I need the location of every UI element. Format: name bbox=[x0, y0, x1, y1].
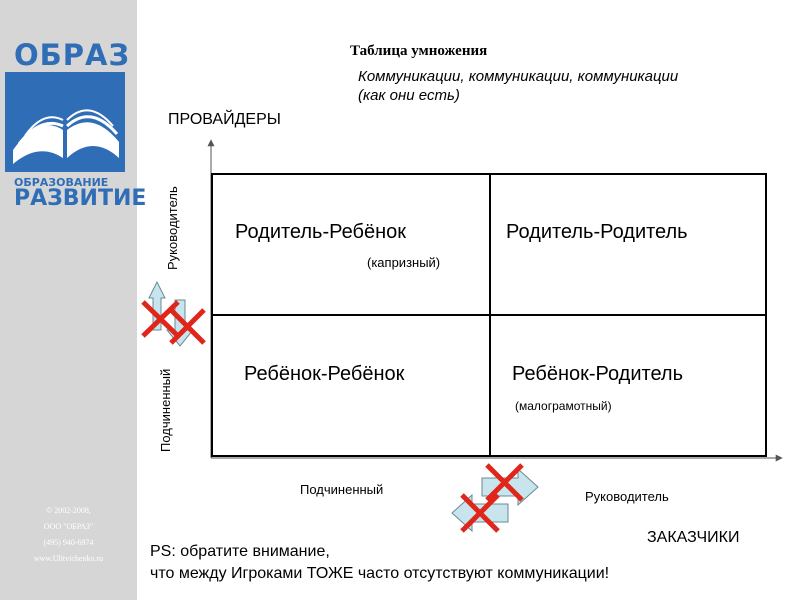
cell-top-left-note: (капризный) bbox=[367, 255, 441, 270]
cell-bottom-right-note: (малограмотный) bbox=[515, 399, 612, 413]
x-axis-label-left: Подчиненный bbox=[300, 482, 384, 497]
subtitle-line-1: Коммуникации, коммуникации, коммуникации bbox=[358, 68, 679, 85]
cell-bottom-right: Ребёнок-Родитель bbox=[512, 363, 683, 385]
logo-subtitle-development: РАЗВИТИЕ bbox=[14, 186, 147, 211]
ps-line-2: что между Игроками ТОЖЕ часто отсутствуют коммуникации! bbox=[150, 565, 610, 582]
quadrant-grid bbox=[211, 173, 767, 457]
ps-note bbox=[150, 541, 609, 585]
footer-copyright: © 2002-2008, bbox=[46, 506, 91, 515]
x-axis-title: ЗАКАЗЧИКИ bbox=[647, 529, 740, 546]
slide-title: Таблица умножения bbox=[350, 43, 488, 59]
cell-top-right: Родитель-Родитель bbox=[506, 221, 688, 243]
y-axis-label-top: Руководитель bbox=[165, 186, 180, 270]
footer-company: ООО "ОБРАЗ" bbox=[43, 522, 94, 531]
subtitle-line-2: (как они есть) bbox=[358, 87, 460, 104]
cell-top-left: Родитель-Ребёнок bbox=[235, 221, 406, 243]
x-axis-label-right: Руководитель bbox=[585, 489, 669, 504]
grid-divider-horizontal bbox=[213, 314, 765, 316]
footer-website[interactable]: www.Ulitvichenko.ru bbox=[33, 554, 104, 563]
logo-wordmark: ОБРАЗ bbox=[14, 38, 131, 72]
footer-phone: (495) 940-6974 bbox=[43, 538, 94, 547]
ps-line-1: PS: обратите внимание, bbox=[150, 543, 330, 560]
y-axis-label-bottom: Подчиненный bbox=[158, 368, 173, 452]
cell-bottom-left: Ребёнок-Ребёнок bbox=[244, 363, 405, 385]
y-axis-title: ПРОВАЙДЕРЫ bbox=[168, 111, 281, 128]
logo-subtitle-education: ОБРАЗОВАНИЕ bbox=[14, 176, 109, 189]
